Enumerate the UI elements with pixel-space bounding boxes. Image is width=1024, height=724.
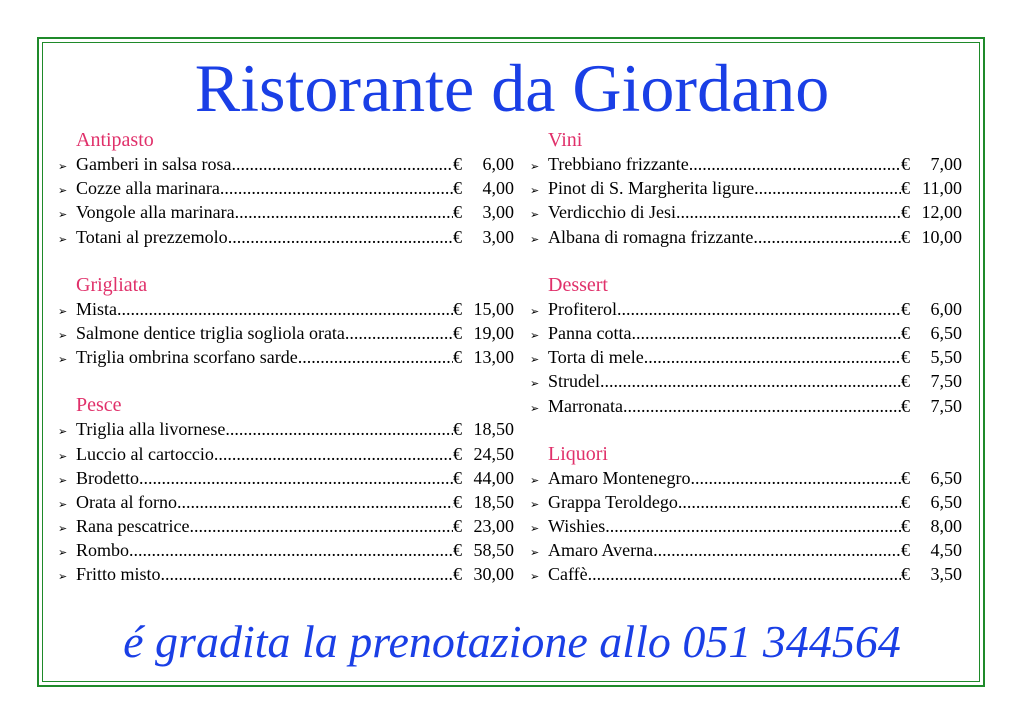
dot-leader [690,466,901,490]
menu-item-name: Profiterol [548,298,617,319]
menu-item [58,538,514,562]
menu-item [58,152,514,176]
dot-leader [644,345,901,369]
menu-item-name: Orata al forno [76,491,177,512]
menu-item-price: 5,50 [930,347,962,368]
menu-item [58,417,514,441]
dot-leader [678,490,901,514]
dot-leader [623,394,901,418]
currency-symbol: € [453,443,462,464]
menu-item-price: 6,50 [930,322,962,343]
currency-symbol: € [453,491,462,512]
menu-item [530,176,962,200]
dot-leader [345,321,453,345]
arrowhead-icon: ➢ [530,185,540,198]
menu-item [530,225,962,249]
menu-item [58,176,514,200]
dot-leader [298,345,453,369]
menu-item [530,369,962,393]
currency-symbol: € [453,419,462,440]
menu-list-antipasto [58,152,514,249]
menu-item-name: Strudel [548,371,600,392]
menu-item [58,490,514,514]
menu-item [530,200,962,224]
menu-item-name: Triglia ombrina scorfano sarde [76,347,298,368]
menu-item-price: 13,00 [473,347,514,368]
arrowhead-icon: ➢ [530,378,540,391]
dot-leader [631,321,901,345]
menu-item-price: 3,00 [482,226,514,247]
menu-item-price: 18,50 [473,491,514,512]
menu-item-name: Rana pescatrice [76,516,190,537]
menu-item-name: Brodetto [76,467,139,488]
arrowhead-icon: ➢ [58,450,68,463]
menu-item [530,321,962,345]
dot-leader [228,225,453,249]
section-pesce [58,393,514,586]
arrowhead-icon: ➢ [58,233,68,246]
arrowhead-icon: ➢ [530,547,540,560]
menu-item-price: 15,00 [473,298,514,319]
dot-leader [177,490,453,514]
arrowhead-icon: ➢ [530,402,540,415]
section-title-antipasto: Antipasto [76,129,154,151]
section-grigliata [58,273,514,370]
menu-item [530,152,962,176]
arrowhead-icon: ➢ [530,523,540,536]
currency-symbol: € [453,298,462,319]
dot-leader [235,200,453,224]
menu-item-price: 11,00 [922,178,962,199]
menu-item-price: 18,50 [473,419,514,440]
currency-symbol: € [901,202,910,223]
currency-symbol: € [453,540,462,561]
dot-leader [753,225,901,249]
dot-leader [189,514,453,538]
menu-item-name: Amaro Montenegro [548,467,691,488]
restaurant-title: Ristorante da Giordano [194,50,830,126]
right-column [530,128,962,587]
menu-item-name: Albana di romagna frizzante [548,226,754,247]
arrowhead-icon: ➢ [58,185,68,198]
menu-item-name: Gamberi in salsa rosa [76,154,232,174]
arrowhead-icon: ➢ [530,474,540,487]
currency-symbol: € [453,564,462,585]
menu-list-vini [530,152,962,249]
currency-symbol: € [901,298,910,319]
dot-leader [129,538,453,562]
menu-item [530,466,962,490]
dot-leader [231,152,453,176]
menu-list-pesce [58,417,514,586]
section-title-vini: Vini [548,129,583,151]
arrowhead-icon: ➢ [530,571,540,584]
arrowhead-icon: ➢ [58,571,68,584]
menu-item [530,394,962,418]
currency-symbol: € [901,491,910,512]
menu-item-price: 6,00 [482,154,514,174]
arrowhead-icon: ➢ [58,547,68,560]
arrowhead-icon: ➢ [530,233,540,246]
menu-item-name: Cozze alla marinara [76,178,220,199]
menu-item-price: 23,00 [473,516,514,537]
menu-item-price: 6,50 [930,491,962,512]
currency-symbol: € [901,226,910,247]
menu-item-name: Mista [76,298,118,319]
menu-item-name: Salmone dentice triglia sogliola orata [76,322,345,343]
section-vini [530,128,962,249]
menu-item [58,514,514,538]
section-title-liquori: Liquori [548,442,608,465]
dot-leader [754,176,901,200]
currency-symbol: € [901,371,910,392]
menu-list-liquori [530,466,962,587]
menu-item-name: Pinot di S. Margherita ligure [548,178,755,199]
arrowhead-icon: ➢ [530,305,540,318]
menu-item [58,297,514,321]
menu-item-price: 6,50 [930,467,962,488]
currency-symbol: € [901,347,910,368]
dot-leader [588,562,901,586]
menu-item-price: 7,00 [930,154,962,174]
menu-item-name: Fritto misto [76,564,161,585]
menu-item-price: 3,50 [930,564,962,585]
menu-item-name: Verdicchio di Jesi [548,202,676,223]
menu-item-name: Marronata [548,395,623,416]
currency-symbol: € [901,178,910,199]
menu-item-name: Luccio al cartoccio [76,443,214,464]
arrowhead-icon: ➢ [58,523,68,536]
currency-symbol: € [901,516,910,537]
menu-item [530,538,962,562]
menu-list-grigliata [58,297,514,370]
menu-item-price: 30,00 [473,564,514,585]
menu-item-price: 7,50 [930,371,962,392]
menu-item [530,345,962,369]
currency-symbol: € [453,226,462,247]
menu-item-price: 4,00 [482,178,514,199]
menu-item-name: Vongole alla marinara [76,202,235,223]
arrowhead-icon: ➢ [58,209,68,222]
menu-item [530,562,962,586]
menu-item-price: 3,00 [482,202,514,223]
dot-leader [225,417,453,441]
currency-symbol: € [453,347,462,368]
menu-item-name: Amaro Averna [548,540,654,561]
dot-leader [117,297,453,321]
menu-item-price: 19,00 [473,322,514,343]
dot-leader [617,297,901,321]
menu-item [58,321,514,345]
menu-item-name: Panna cotta [548,322,632,343]
arrowhead-icon: ➢ [58,426,68,439]
dot-leader [653,538,901,562]
arrowhead-icon: ➢ [530,209,540,222]
arrowhead-icon: ➢ [58,161,68,173]
arrowhead-icon: ➢ [530,329,540,342]
menu-item-price: 8,00 [930,516,962,537]
currency-symbol: € [453,202,462,223]
menu-item-name: Triglia alla livornese [76,419,226,440]
currency-symbol: € [901,322,910,343]
menu-item-price: 7,50 [930,395,962,416]
left-column [58,128,514,587]
menu-item-price: 6,00 [930,298,962,319]
menu-item [58,345,514,369]
menu-item-price: 10,00 [921,226,962,247]
dot-leader [689,152,901,176]
currency-symbol: € [453,322,462,343]
menu-item-price: 4,50 [930,540,962,561]
dot-leader [220,176,453,200]
currency-symbol: € [453,178,462,199]
currency-symbol: € [453,467,462,488]
section-liquori [530,442,962,587]
arrowhead-icon: ➢ [58,329,68,342]
section-dessert [530,273,962,418]
arrowhead-icon: ➢ [58,305,68,318]
arrowhead-icon: ➢ [530,354,540,367]
section-title-grigliata: Grigliata [76,273,148,296]
dot-leader [600,369,901,393]
menu-item-name: Torta di mele [548,347,644,368]
arrowhead-icon: ➢ [530,161,540,173]
dot-leader [214,442,453,466]
menu-item [58,225,514,249]
currency-symbol: € [901,540,910,561]
arrowhead-icon: ➢ [58,354,68,367]
menu-item [530,514,962,538]
menu-list-dessert [530,297,962,418]
menu-item [58,466,514,490]
currency-symbol: € [901,395,910,416]
reservation-note: é gradita la prenotazione allo 051 344564 [123,616,901,667]
currency-symbol: € [453,154,462,174]
menu-item-name: Rombo [76,540,130,561]
dot-leader [161,562,453,586]
dot-leader [139,466,453,490]
menu-item-price: 24,50 [473,443,514,464]
currency-symbol: € [901,564,910,585]
menu-item-name: Caffè [548,564,588,585]
menu-item-name: Grappa Teroldego [548,491,678,512]
menu-item [58,562,514,586]
menu-item [530,490,962,514]
section-title-pesce: Pesce [76,394,122,417]
menu-item-price: 12,00 [921,202,962,223]
section-title-dessert: Dessert [548,273,608,296]
currency-symbol: € [453,516,462,537]
currency-symbol: € [901,154,910,174]
menu-item [530,297,962,321]
menu-item-price: 44,00 [473,467,514,488]
dot-leader [676,200,901,224]
arrowhead-icon: ➢ [530,498,540,511]
menu-item [58,200,514,224]
currency-symbol: € [901,467,910,488]
menu-item [58,442,514,466]
arrowhead-icon: ➢ [58,498,68,511]
arrowhead-icon: ➢ [58,474,68,487]
menu-item-name: Totani al prezzemolo [76,226,228,247]
section-antipasto [58,128,514,249]
menu-item-name: Wishies [548,516,606,537]
menu-item-price: 58,50 [473,540,514,561]
menu-item-name: Trebbiano frizzante [548,154,689,174]
dot-leader [605,514,901,538]
